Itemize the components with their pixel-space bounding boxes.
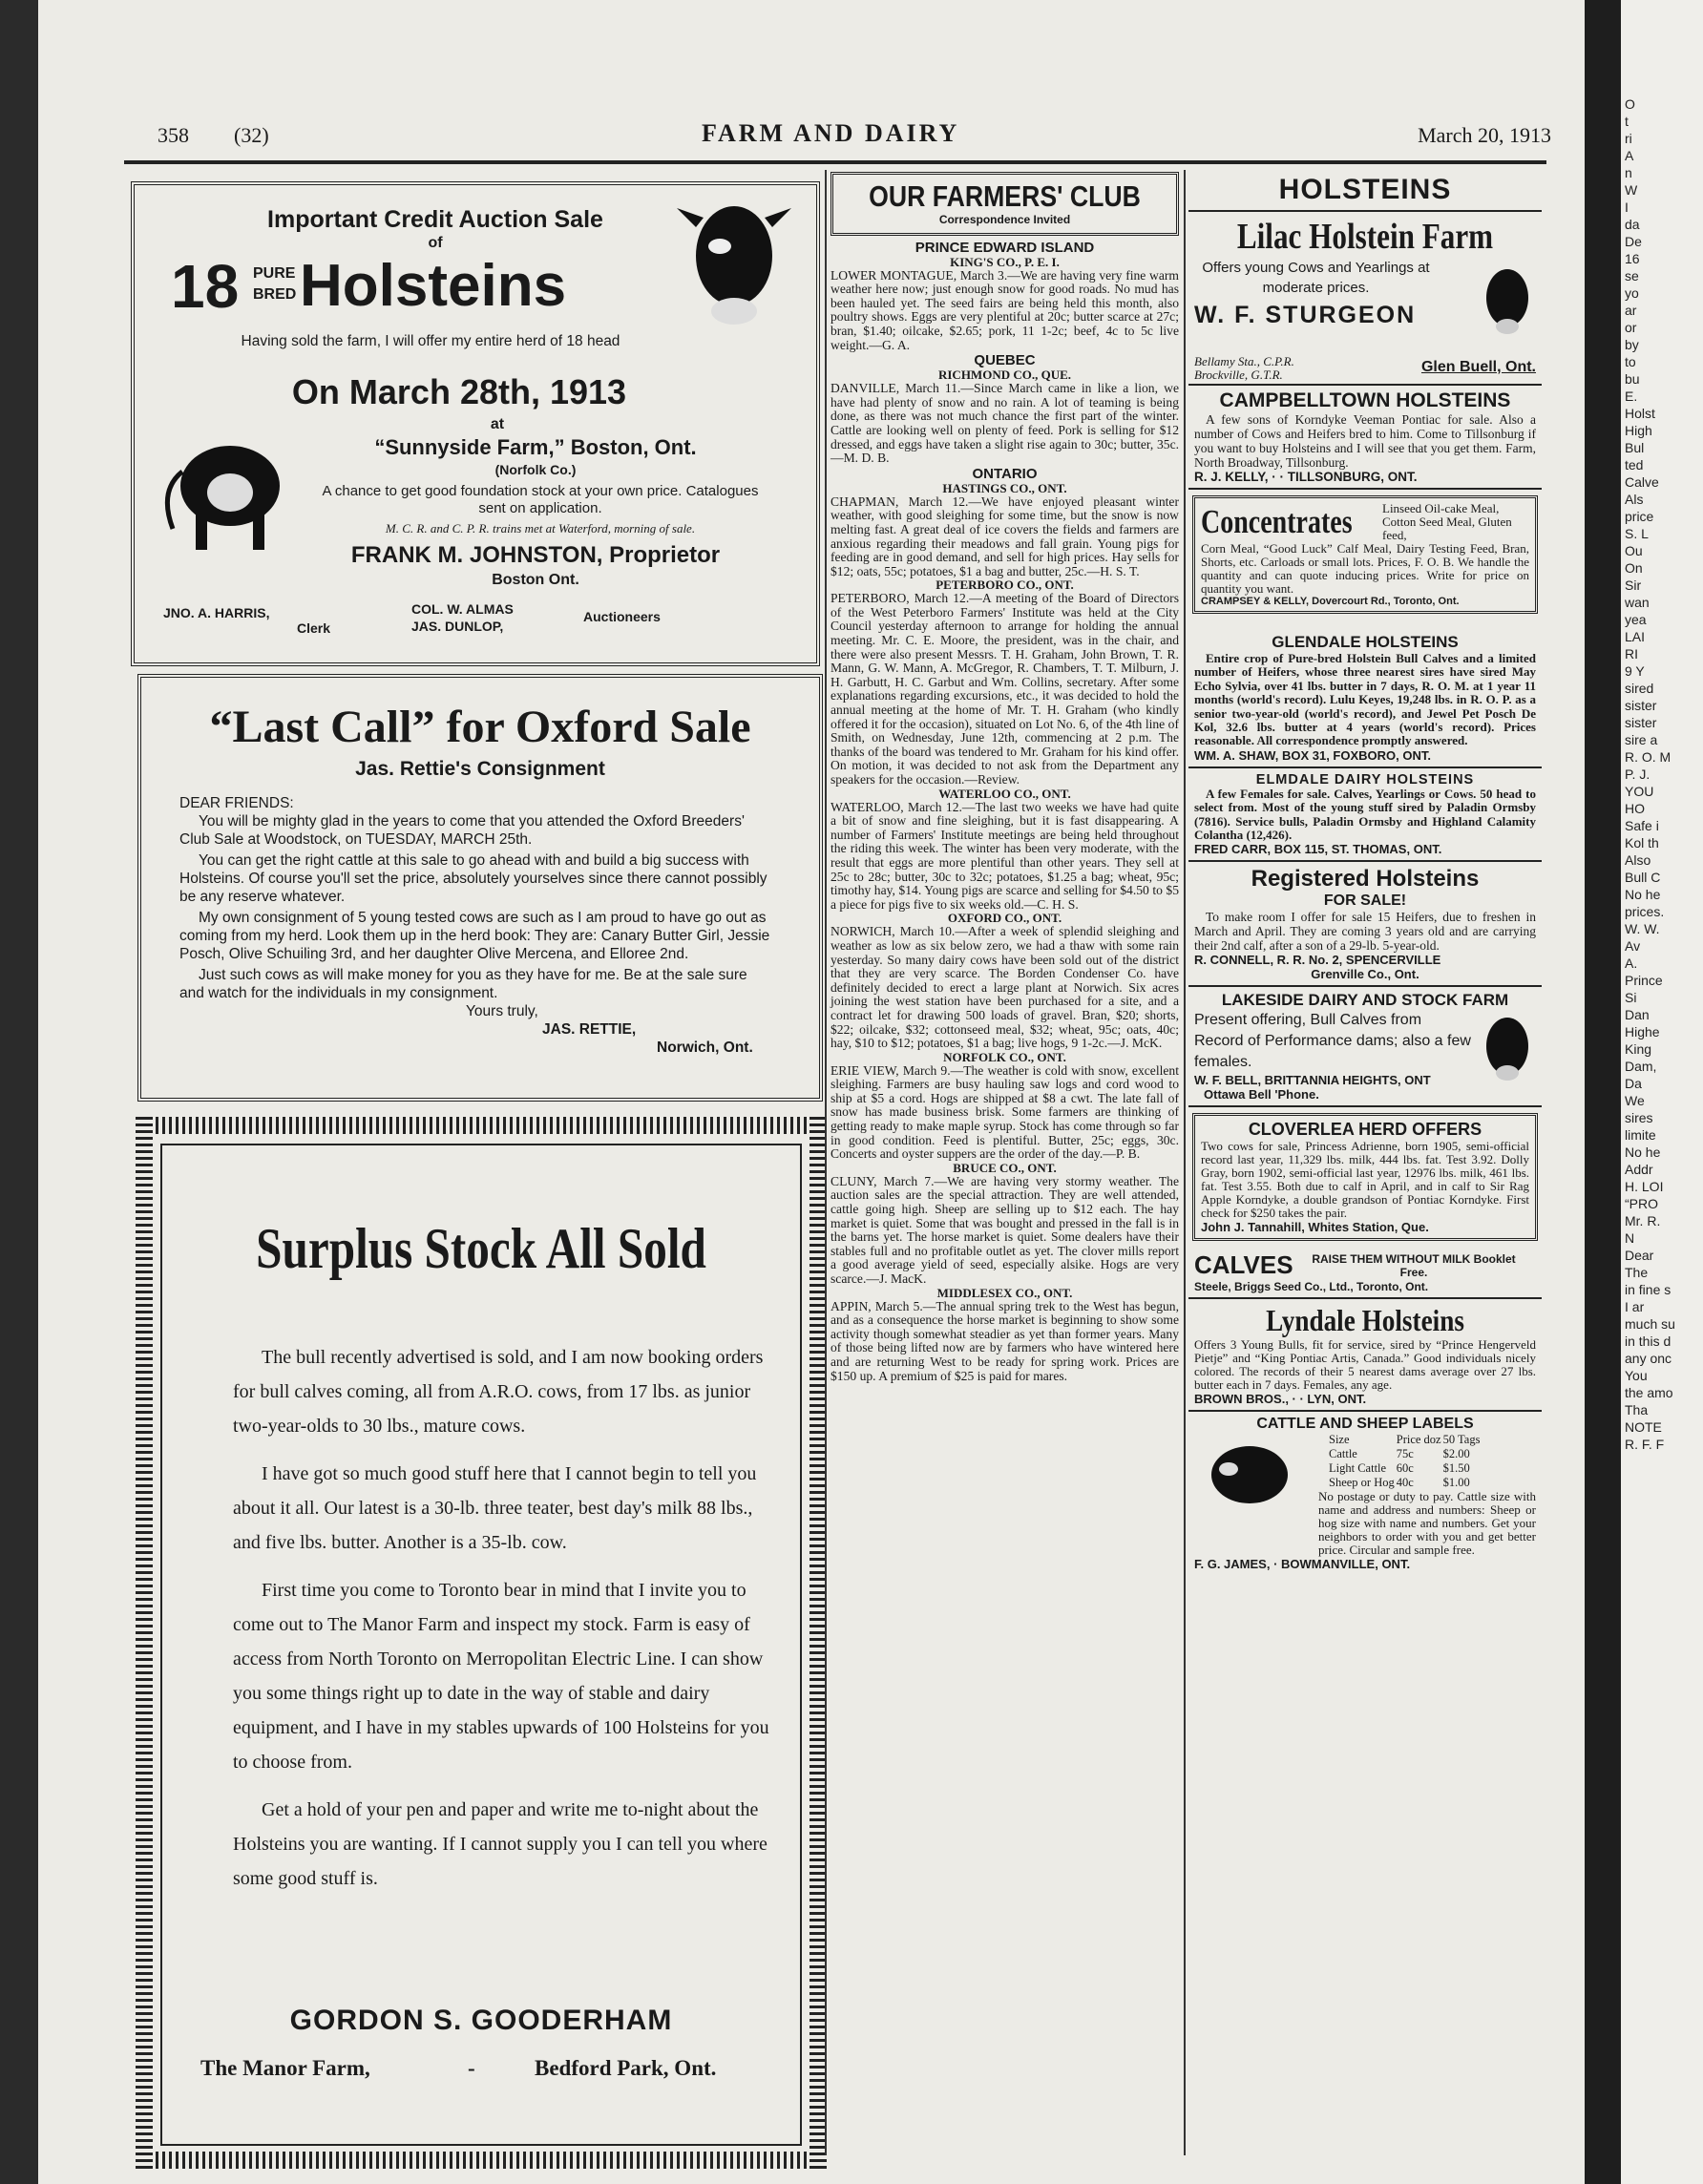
elmdale-ad <box>1188 768 1542 863</box>
adjacent-page-fragment: High <box>1625 423 1652 438</box>
adjacent-page-fragment: De <box>1625 234 1642 249</box>
auction-clerk-name: JNO. A. HARRIS, <box>163 605 270 620</box>
club-county-heading: RICHMOND CO., QUE. <box>937 368 1072 383</box>
auction-place: “Sunnyside Farm,” Boston, Ont. <box>374 435 697 459</box>
adjacent-page-fragment: se <box>1625 268 1639 284</box>
letter-signer: JAS. RETTIE, <box>542 1021 637 1038</box>
labels-cell: 75c <box>1396 1447 1414 1461</box>
farmers-club-banner <box>830 172 1179 236</box>
surplus-dash: - <box>468 2056 475 2080</box>
adjacent-page-fragment: No he <box>1625 1144 1661 1160</box>
adjacent-page-fragment: I ar <box>1625 1299 1645 1314</box>
adjacent-page-fragment: Sir <box>1625 578 1642 593</box>
calves-sig: Steele, Briggs Seed Co., Ltd., Toronto, Ont. <box>1194 1280 1429 1294</box>
issue-date: March 20, 1913 <box>1418 123 1551 147</box>
column-rule-1 <box>825 170 827 2155</box>
adjacent-page-fragment: in this d <box>1625 1334 1671 1349</box>
adjacent-page-fragment: Bul <box>1625 440 1645 455</box>
adjacent-page-fragment: YOU <box>1625 784 1654 799</box>
auctioneer-almas: COL. W. ALMAS <box>411 601 514 617</box>
adjacent-page-fragment: S. L <box>1625 526 1649 541</box>
calves-ad <box>1188 1247 1542 1299</box>
adjacent-page-fragment: sire a <box>1625 732 1658 747</box>
club-county-heading: OXFORD CO., ONT. <box>947 911 1062 926</box>
calves-text: RAISE THEM WITHOUT MILK Booklet Free. <box>1312 1251 1516 1279</box>
club-report-text: PETERBORO, March 12.—A meeting of the Board of Directors of the West Peterboro Farmers' Institute was held at the City Council yesterday afternoon to arrange for holding the annual meeting. Mr. C. E. Moore, the president, was in the chair, and there were also present Messrs. T. H. Graham, John Brown, T. R. Mann, G. W. Mann, A. McGregor, R. Chambers, T. T. Milburn, J. H. Garbutt, H. C. Garbut and Wm. Collins, secretary. After some explanations regarding excursions, etc., it was decided to hold the annual meeting at the home of Mr. T. H. Graham (who kindly offered it for the occasion), situated on Lot No. 6, of the 4th line of Smith, on Wednesday, June 12th, commencing at 2 p.m. The thanks of the board was tendered to Mr. Graham for his kind offer. On motion, it was decided to not ask from the Department any speakers for the occasion.—Review. <box>830 591 1179 787</box>
cloverlea-ad <box>1192 1113 1538 1241</box>
glendale-text: Entire crop of Pure-bred Holstein Bull Calves and a limited number of Heifers, whose three nearest sires have sired May Echo Sylvia, over 41 lbs. butter in 7 days, R. O. M. at 1 year 11 months (world's record). Lulu Keyes, 19,248 lbs. in R. O. P. as a senior two-year-old (world's record), and Jewel Pet Posch De Kol, 32.6 lbs. butter at 4 years (world's record). Prices reasonable. All correspondence promptly answered. <box>1194 651 1536 748</box>
adjacent-page-fragment: N <box>1625 1230 1635 1246</box>
adjacent-page-fragment: ri <box>1625 131 1632 146</box>
adjacent-page-fragment: 9 Y <box>1625 663 1645 679</box>
club-county-heading: KING'S CO., P. E. I. <box>950 254 1060 269</box>
club-county-heading: NORFOLK CO., ONT. <box>943 1049 1066 1064</box>
cloverlea-text: Two cows for sale, Princess Adrienne, born 1905, semi-official record last year, 11,329 lbs. milk, 444 lbs. fat. Test 3.92. Dolly Gray, born 1902, semi-official last year, 12976 lbs. milk, 461 lbs. fat. Test 3.55. Both due to calf in April, and in calf to Sir Rag Apple Korndyke, a double grandson of Pontiac Korndyke. First check for $250 takes the pair. <box>1201 1139 1529 1221</box>
adjacent-page-fragment: Si <box>1625 990 1637 1005</box>
registered-text: To make room I offer for sale 15 Heifers, due to freshen in March and April. They are coming 3 years old and are carrying their 2nd calf, after a son of a 29-lb. 5-year-old. <box>1194 910 1536 954</box>
campbelltown-text: A few sons of Korndyke Veeman Pontiac for sale. Also a number of Cows and Heifers bred to him. Come to Tillsonburg if you want to buy Holsteins and I will see that you get them. Farm, North Broadway, Tillsonburg. <box>1194 412 1536 470</box>
adjacent-page-fragment: W. W. <box>1625 921 1660 936</box>
lakeside-title: LAKESIDE DAIRY AND STOCK FARM <box>1221 991 1509 1010</box>
adjacent-page-fragment: Dam, <box>1625 1059 1657 1074</box>
lakeside-ad <box>1188 987 1542 1107</box>
concentrates-ad <box>1192 495 1538 614</box>
auction-county: (Norfolk Co.) <box>494 462 577 477</box>
labels-cell: Cattle <box>1329 1447 1357 1461</box>
letter-para-2: You can get the right cattle at this sale to go ahead with and build a big success with Holsteins. Of course you'll set the price, absolutely yourselves since there cannot possibly be any reserve whatever. <box>179 852 767 905</box>
registered-sub: FOR SALE! <box>1323 892 1407 910</box>
lilac-title: Lilac Holstein Farm <box>1236 217 1494 257</box>
adjacent-page-fragment: bu <box>1625 371 1640 387</box>
adjacent-page-fragment: HO <box>1625 801 1645 816</box>
adjacent-page-fragment: Safe i <box>1625 818 1659 833</box>
adjacent-page-fragment: We <box>1625 1093 1645 1108</box>
club-region-heading: PRINCE EDWARD ISLAND <box>915 239 1095 256</box>
club-region-heading: ONTARIO <box>972 465 1038 482</box>
adjacent-page-fragment: Also <box>1625 852 1651 868</box>
adjacent-page-fragment: the amo <box>1625 1385 1673 1400</box>
lilac-stations: Bellamy Sta., C.P.R. Brockville, G.T.R. <box>1194 354 1294 382</box>
classified-column <box>1188 170 1542 1575</box>
auction-chance: A chance to get good foundation stock at your own price. Catalogues sent on application. <box>322 483 759 516</box>
adjacent-page-fragment: No he <box>1625 887 1661 902</box>
concentrates-sig: CRAMPSEY & KELLY, Dovercourt Rd., Toronto, Ont. <box>1201 596 1460 607</box>
surplus-para-1: The bull recently advertised is sold, and I am now booking orders for bull calves coming, all from A.R.O. cows, from 17 lbs. as junior two-year-olds to 30 lbs., mature cows. <box>233 1347 764 1437</box>
farmers-club-title: OUR FARMERS' CLUB <box>869 179 1141 213</box>
campbelltown-ad <box>1188 386 1542 490</box>
surplus-farm: The Manor Farm, <box>200 2056 370 2080</box>
labels-cell: Light Cattle <box>1329 1461 1387 1476</box>
adjacent-page-fragment: Addr <box>1625 1162 1653 1177</box>
auction-at: at <box>490 416 505 432</box>
surplus-border-top <box>136 1117 827 1134</box>
adjacent-page-fragment: RI <box>1625 646 1638 662</box>
labels-price-table <box>1328 1433 1481 1490</box>
lyndale-text: Offers 3 Young Bulls, fit for service, sired by “Prince Hengerveld Pietje” and “King Pontiac Artis, Canada.” Good individuals nicely colored. The records of their 5 nearest dams average over 27 lbs. butter each in 7 days. Females, any age. <box>1194 1337 1536 1393</box>
lyndale-ad <box>1188 1299 1542 1412</box>
cow-head-icon <box>1481 267 1534 336</box>
page-number: 358 <box>158 123 189 147</box>
sub-page-number: (32) <box>234 123 269 147</box>
labels-text: No postage or duty to pay. Cattle size with name and address and numbers: Sheep or hog size with name and numbers. Get your neighbors to order with you and get better price. Circular and sample free. <box>1318 1489 1536 1558</box>
club-report-text: LOWER MONTAGUE, March 3.—We are having very fine warm weather here now; just enough snow for good roads. No mud has been hauled yet. The seed fairs are being held this month, also poultry shows. Eggs are very plentiful at 20c; butter scarce at 27c; bran, $1.40; oilcake, $2.65; pork, 11 1-2c; beef, 4c to 5c live weight.—G. A. <box>830 267 1179 352</box>
lakeside-text: Present offering, Bull Calves from Record of Performance dams; also a few females. <box>1194 1012 1471 1071</box>
adjacent-page-fragment: 16 <box>1625 251 1640 266</box>
adjacent-page-fragment: R. O. M <box>1625 749 1671 765</box>
elmdale-text: A few Females for sale. Calves, Yearlings or Cows. 50 head to select from. Most of the young stuff sired by Paladin Ormsby (7816). Service bulls, Paladin Ormsby and Highland Calamity Colantha (12,426). <box>1194 786 1536 843</box>
auction-proprietor: FRANK M. JOHNSTON, Proprietor <box>350 542 721 568</box>
adjacent-page-fragment: A. <box>1625 956 1638 971</box>
surplus-ad <box>160 1144 802 2146</box>
club-county-heading: PETERBORO CO., ONT. <box>936 578 1074 593</box>
adjacent-page-fragment: Dan <box>1625 1007 1650 1022</box>
labels-ad <box>1188 1412 1542 1575</box>
adjacent-page-fragment: P. J. <box>1625 766 1650 782</box>
farmers-club-reports <box>830 240 1179 1384</box>
surplus-place: Bedford Park, Ont. <box>535 2056 717 2080</box>
club-report-text: CHAPMAN, March 12.—We have enjoyed pleasant winter weather, with good sleighing for some time, but the snow is now melting fast. A great deal of ice covers the fields and farmers are anxious regarding their meadows and fall grain. Young pigs for feeding are in good demand, and sell for high prices. Hay sells for $12; oats, 55c; potatoes, $1 a bag and butter, 25c.—H. S. T. <box>830 494 1179 578</box>
concentrates-head <box>1201 502 1529 542</box>
auction-ad <box>131 181 820 666</box>
surplus-border-left <box>136 1117 153 2169</box>
registered-sig: R. CONNELL, R. R. No. 2, SPENCERVILLE <box>1194 953 1441 968</box>
cow-icon <box>154 433 306 557</box>
adjacent-page-fragment: sister <box>1625 698 1657 713</box>
lilac-place: Glen Buell, Ont. <box>1420 359 1536 375</box>
labels-cell: 40c <box>1396 1476 1414 1490</box>
labels-cell: $1.50 <box>1442 1461 1470 1476</box>
adjacent-page-fragment: much su <box>1625 1316 1675 1332</box>
adjacent-page-fragment: yea <box>1625 612 1647 627</box>
adjacent-page-fragment: “PRO <box>1625 1196 1658 1211</box>
farmers-club-subtitle: Correspondence Invited <box>938 213 1071 226</box>
adjacent-page-fragment: Holst <box>1625 406 1655 421</box>
adjacent-page-fragment: A <box>1625 148 1634 163</box>
auction-line1: Important Credit Auction Sale <box>267 206 603 233</box>
farmers-club-column <box>830 172 1179 1383</box>
adjacent-page-fragment: On <box>1625 560 1643 576</box>
adjacent-page-fragment: LAI <box>1625 629 1646 644</box>
surplus-signer: GORDON S. GOODERHAM <box>289 2005 673 2036</box>
adjacent-page-fragment: wan <box>1625 595 1650 610</box>
labels-col-price: Price doz <box>1396 1433 1441 1447</box>
cloverlea-title: CLOVERLEA HERD OFFERS <box>1248 1120 1482 1140</box>
adjacent-page-fragment: sires <box>1625 1110 1653 1125</box>
adjacent-page-fragment: Kol th <box>1625 835 1659 850</box>
club-report-text: WATERLOO, March 12.—The last two weeks we have had quite a bit of snow and fine sleighing, but it is fast disappearing. A number of Farmers' Institute meetings are being held throughout the riding this week. The winter has been very moderate, with the result that eggs are more plentiful than other years. They sell at 25c to 28c; butter, 30c to 32c; potatoes, $1.25 a bag; wheat, 95c; timothy hay, $14. Young pigs are scarce and selling for $4.50 to $5 a piece for pigs five to six weeks old.—C. H. S. <box>830 799 1179 912</box>
labels-col-size: Size <box>1329 1433 1350 1447</box>
adjacent-page-fragment: You <box>1625 1368 1648 1383</box>
campbelltown-sig: R. J. KELLY, · · TILLSONBURG, ONT. <box>1194 470 1418 484</box>
calves-title: CALVES <box>1194 1250 1293 1280</box>
auction-date: On March 28th, 1913 <box>291 372 627 411</box>
adjacent-page-fragment: by <box>1625 337 1639 352</box>
auction-headline <box>171 252 705 328</box>
adjacent-page-fragment: Av <box>1625 938 1641 954</box>
auction-pure: PURE <box>253 265 296 282</box>
holsteins-heading: HOLSTEINS <box>1188 170 1542 212</box>
elmdale-title: ELMDALE DAIRY HOLSTEINS <box>1255 771 1475 788</box>
club-region-heading: QUEBEC <box>974 352 1036 369</box>
elmdale-sig: FRED CARR, BOX 115, ST. THOMAS, ONT. <box>1194 842 1442 857</box>
auctioneers-label: Auctioneers <box>583 609 661 624</box>
auction-trains: M. C. R. and C. P. R. trains met at Waterford, morning of sale. <box>385 521 696 536</box>
labels-cell: $2.00 <box>1442 1447 1470 1461</box>
club-report-text: APPIN, March 5.—The annual spring trek to the West has begun, and as a consequence the horse market is beginning to show some activity though somewhat steadier as yet than former years. Many of those being lifted now are by farmers who have wintered here and are returning West to be ready for spring work. Prices are $150 up. A premium of $25 is paid for mares. <box>830 1298 1179 1383</box>
last-call-subtitle: Jas. Rettie's Consignment <box>355 758 605 780</box>
letter-town: Norwich, Ont. <box>657 1040 753 1056</box>
cow-head-icon <box>1202 1440 1297 1507</box>
lakeside-sig2: Ottawa Bell 'Phone. <box>1204 1087 1319 1102</box>
lilac-name: W. F. STURGEON <box>1194 302 1417 328</box>
registered-ad <box>1188 862 1542 987</box>
auction-clerk-label: Clerk <box>297 620 331 636</box>
club-county-heading: MIDDLESEX CO., ONT. <box>936 1285 1073 1300</box>
concentrates-text: Corn Meal, “Good Luck” Calf Meal, Dairy Testing Feed, Bran, Shorts, etc. Carloads or small lots. Prices, F. O. B. We handle the quantity and can quote inducing prices. Write for price on quantity you want. <box>1201 541 1529 596</box>
lilac-offers: Offers young Cows and Yearlings at moderate prices. <box>1202 260 1430 296</box>
adjacent-page-fragment: I <box>1625 200 1629 215</box>
adjacent-page-fragment: yo <box>1625 285 1639 301</box>
adjacent-page-fragment: ted <box>1625 457 1644 472</box>
adjacent-page-strip <box>1621 0 1703 2184</box>
auction-of: of <box>428 235 443 251</box>
surplus-para-2: I have got so much good stuff here that I cannot begin to tell you about it all. Our latest is a 30-lb. three teater, best day's milk 88 lbs., and five lbs. butter. Another is a 35-lb. cow. <box>233 1463 757 1553</box>
adjacent-page-fragment: Calve <box>1625 474 1659 490</box>
adjacent-page-fragment: R. F. F <box>1625 1437 1665 1452</box>
lyndale-sig: BROWN BROS., · · LYN, ONT. <box>1194 1392 1367 1407</box>
auction-having: Having sold the farm, I will offer my entire herd of 18 head <box>241 333 620 349</box>
last-call-title: “Last Call” for Oxford Sale <box>209 702 751 752</box>
adjacent-page-fragment: E. <box>1625 388 1638 404</box>
surplus-title: Surplus Stock All Sold <box>256 1217 706 1280</box>
letter-closing: Yours truly, <box>466 1003 538 1019</box>
surplus-body <box>233 1340 777 1896</box>
adjacent-page-fragment: Bull C <box>1625 870 1661 885</box>
adjacent-page-fragment: any onc <box>1625 1351 1672 1366</box>
glendale-ad <box>1188 620 1542 768</box>
adjacent-page-fragment: ar <box>1625 303 1637 318</box>
labels-title: CATTLE AND SHEEP LABELS <box>1256 1416 1474 1433</box>
adjacent-page-fragment: in fine s <box>1625 1282 1671 1297</box>
adjacent-page-fragment: W <box>1625 182 1638 198</box>
cow-head-icon <box>1481 1016 1534 1082</box>
adjacent-page-fragment: O <box>1625 96 1635 112</box>
adjacent-page-fragment: Tha <box>1625 1402 1649 1418</box>
column-rule-2 <box>1184 170 1186 2155</box>
adjacent-page-fragment: t <box>1625 114 1629 129</box>
surplus-para-4: Get a hold of your pen and paper and write me to-night about the Holsteins you are wanting. If I cannot supply you I can tell you where some good stuff is. <box>233 1799 767 1889</box>
adjacent-page-fragment: n <box>1625 165 1632 180</box>
adjacent-page-fragment: sired <box>1625 681 1654 696</box>
adjacent-page-fragment: Highe <box>1625 1024 1660 1040</box>
campbelltown-title: CAMPBELLTOWN HOLSTEINS <box>1219 389 1511 411</box>
masthead-title: FARM AND DAIRY <box>702 119 960 147</box>
adjacent-page-fragment: Dear <box>1625 1248 1654 1263</box>
adjacent-page-fragment: Da <box>1625 1076 1642 1091</box>
glendale-sig: WM. A. SHAW, BOX 31, FOXBORO, ONT. <box>1194 747 1431 763</box>
cloverlea-sig: John J. Tannahill, Whites Station, Que. <box>1201 1220 1429 1235</box>
last-call-ad <box>137 674 823 1102</box>
adjacent-page-fragment: Als <box>1625 492 1644 507</box>
letter-para-4: Just such cows as will make money for you as they have for me. Be at the sale sure and watch for the individuals in my consignment. <box>179 967 747 1001</box>
labels-cell: 60c <box>1396 1461 1414 1476</box>
auction-proprietor-town: Boston Ont. <box>492 572 579 588</box>
club-county-heading: BRUCE CO., ONT. <box>953 1160 1057 1175</box>
adjacent-page-fragment: price <box>1625 509 1654 524</box>
adjacent-page-fragment: H. LOI <box>1625 1179 1664 1194</box>
letter-greeting: DEAR FRIENDS: <box>179 795 294 811</box>
registered-sig2: Grenville Co., Ont. <box>1311 967 1419 982</box>
lakeside-sig: W. F. BELL, BRITTANNIA HEIGHTS, ONT <box>1194 1073 1431 1088</box>
club-report-text: ERIE VIEW, March 9.—The weather is cold with snow, excellent sleighing. Farmers are busy hauling saw logs and cord wood to ship at $5 a cord. Hogs are shipped at $8 a cwt. The late fall of snow has made business brisk. Some farmers are thinking of getting ready to make maple syrup. Stock has come through so far in good condition. Feed is plentiful. Butter, 25c; eggs, 30c. Concerts and oyster suppers are the order of the day.—P. B. <box>830 1062 1179 1162</box>
surplus-border-bottom <box>136 2152 827 2169</box>
auctioneer-dunlop: JAS. DUNLOP, <box>411 619 504 634</box>
last-call-letter <box>179 794 771 1057</box>
auction-bred: BRED <box>253 286 297 303</box>
auction-holsteins: Holsteins <box>300 253 567 319</box>
adjacent-page-fragment: Mr. R. <box>1625 1213 1661 1228</box>
page-gutter <box>1585 0 1621 2184</box>
glendale-title: GLENDALE HOLSTEINS <box>1272 633 1459 651</box>
lyndale-title: Lyndale Holsteins <box>1266 1303 1464 1338</box>
adjacent-page-fragment: sister <box>1625 715 1657 730</box>
surplus-para-3: First time you come to Toronto bear in mind that I invite you to come out to The Manor Farm and inspect my stock. Farm is easy of access from North Toronto on Merropolitan Electric Line. I can show you some things right up to date in the way of stable and dairy equipment, and I have in my stables upwards of 100 Holsteins for you to choose from. <box>233 1580 769 1773</box>
concentrates-side: Linseed Oil-cake Meal, Cotton Seed Meal, Gluten feed, <box>1382 501 1512 542</box>
labels-col-tags: 50 Tags <box>1442 1433 1481 1447</box>
adjacent-page-fragment: limite <box>1625 1127 1656 1143</box>
page-header <box>158 119 1551 148</box>
letter-para-1: You will be mighty glad in the years to come that you attended the Oxford Breeders' Club Sale at Woodstock, on TUESDAY, MARCH 25th. <box>179 813 745 848</box>
lilac-ad <box>1188 212 1542 386</box>
adjacent-page-fragment: The <box>1625 1265 1649 1280</box>
adjacent-page-fragment: King <box>1625 1041 1652 1057</box>
cow-head-icon <box>677 199 791 332</box>
club-report-text: DANVILLE, March 11.—Since March came in like a lion, we have had plenty of snow and no rain. A lot of teaming is being done, as there was not much chance the first part of the winter. Cattle are looking well on plenty of feed. Pork is selling for $12 dressed, and eggs have taken a slight rise again to 30c; butter, 35c.—M. D. B. <box>830 381 1179 466</box>
adjacent-page-fragment: Ou <box>1625 543 1643 558</box>
club-report-text: CLUNY, March 7.—We are having very stormy weather. The auction sales are the special attraction. They are well attended, cattle going high. Sheep are selling up to $12 each. The hay market is quiet. Some that was bought and pressed in the fall is in the barns yet. The horse market is quiet. Some dealers have their stables full and no profitable outlet as yet. The clover mills report a good average yield of seed, especially alsike. Hogs are very scarce.—J. MacK. <box>830 1173 1179 1286</box>
club-county-heading: HASTINGS CO., ONT. <box>942 480 1067 495</box>
club-county-heading: WATERLOO CO., ONT. <box>938 786 1071 801</box>
labels-sig: F. G. JAMES, · BOWMANVILLE, ONT. <box>1194 1557 1411 1572</box>
letter-para-3: My own consignment of 5 young tested cows are such as I am proud to have go out as coming from my herd. Look them up in the herd book: They are: Canary Butter Girl, Jessie Posch, Olive Schuiling 3rd, and her daughter Olive Mercena, and Elloree 2nd. <box>179 910 770 962</box>
registered-title: Registered Holsteins <box>1251 866 1480 892</box>
adjacent-page-fragment: da <box>1625 217 1640 232</box>
adjacent-page-fragment: prices. <box>1625 904 1665 919</box>
auction-number: 18 <box>171 252 240 321</box>
adjacent-page-fragment: Prince <box>1625 973 1663 988</box>
labels-cell: $1.00 <box>1442 1476 1470 1490</box>
adjacent-page-fragment: to <box>1625 354 1636 369</box>
adjacent-page-fragment: or <box>1625 320 1637 335</box>
adjacent-page-fragment: NOTE <box>1625 1419 1662 1435</box>
labels-cell: Sheep or Hog <box>1329 1476 1395 1490</box>
club-report-text: NORWICH, March 10.—After a week of splendid sleighing and weather as low as six below zero, we had a thaw with some rain yesterday. So many dairy cows have been sold out of the district that they are very scarce. The Borden Condenser Co. have definitely decided to erect a large plant at Norwich. Six acres joining the west station have been purchased for a site, and a contract let for drawing 500 loads of gravel. Bran, $20; shorts, $22; oilcake, $32; cottonseed meal, $32; wheat, 95c; oats, 40c; hay, $10 to $12; potatoes, $1 a bag; live hogs, 9 1-2c.—J. McK. <box>830 924 1179 1051</box>
concentrates-title: Concentrates <box>1201 503 1353 540</box>
header-rule <box>124 160 1546 164</box>
